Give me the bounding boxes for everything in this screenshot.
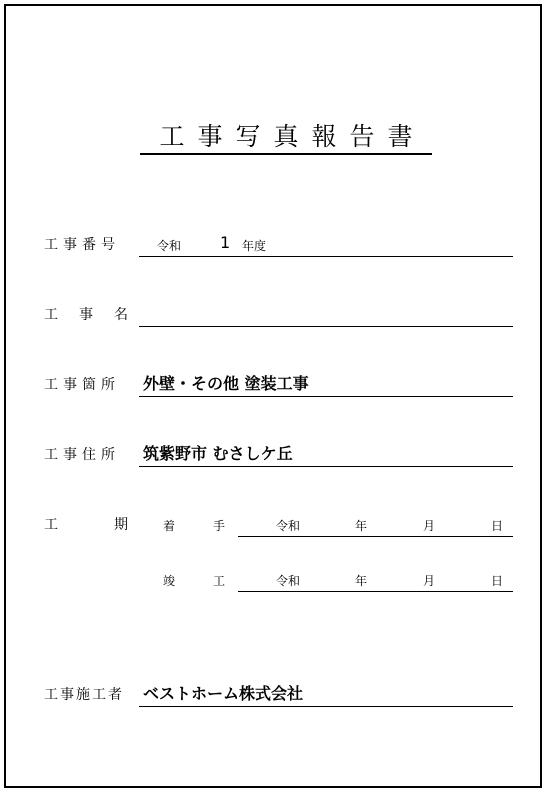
construction-period-label (44, 516, 128, 534)
period-end-month-unit: 月 (423, 574, 436, 588)
construction-name-label (44, 306, 128, 324)
construction-number-label: 工事番号 (44, 237, 120, 253)
period-start-label-char-1: 着 (163, 519, 176, 533)
construction-location-value: 外壁・その他 塗装工事 (143, 374, 309, 393)
contractor-underline (139, 706, 513, 707)
period-start-year-unit: 年 (355, 519, 368, 533)
construction-location-label: 工事箇所 (44, 377, 120, 393)
construction-number-year-suffix: 年度 (242, 239, 267, 253)
period-start-label-char-2: 手 (213, 519, 226, 533)
period-end-underline (238, 591, 513, 592)
construction-period-label-char-1: 工 (44, 517, 58, 533)
period-end-day-unit: 日 (491, 574, 504, 588)
construction-address-label: 工事住所 (44, 447, 120, 463)
construction-name-label-char-1: 工 (44, 307, 58, 323)
period-start-day-unit: 日 (491, 519, 504, 533)
construction-address-underline (139, 466, 513, 467)
period-end-label-char-1: 竣 (163, 574, 176, 588)
construction-number-era: 令和 (157, 239, 182, 253)
construction-name-label-char-2: 事 (79, 307, 93, 323)
construction-number-year: 1 (220, 233, 231, 252)
title-underline (140, 153, 432, 155)
contractor-value: ベストホーム株式会社 (143, 684, 304, 703)
period-start-month-unit: 月 (423, 519, 436, 533)
period-start-underline (238, 536, 513, 537)
period-start-era: 令和 (276, 519, 301, 533)
construction-period-label-char-2: 期 (114, 517, 128, 533)
construction-name-label-char-3: 名 (114, 307, 128, 323)
construction-location-underline (139, 396, 513, 397)
document-title: 工事写真報告書 (159, 122, 426, 151)
construction-number-underline (139, 256, 513, 257)
construction-address-value: 筑紫野市 むさしケ丘 (143, 444, 293, 463)
period-end-label-char-2: 工 (213, 574, 226, 588)
contractor-label: 工事施工者 (44, 687, 124, 703)
construction-name-underline (139, 326, 513, 327)
period-end-era: 令和 (276, 574, 301, 588)
period-end-year-unit: 年 (355, 574, 368, 588)
